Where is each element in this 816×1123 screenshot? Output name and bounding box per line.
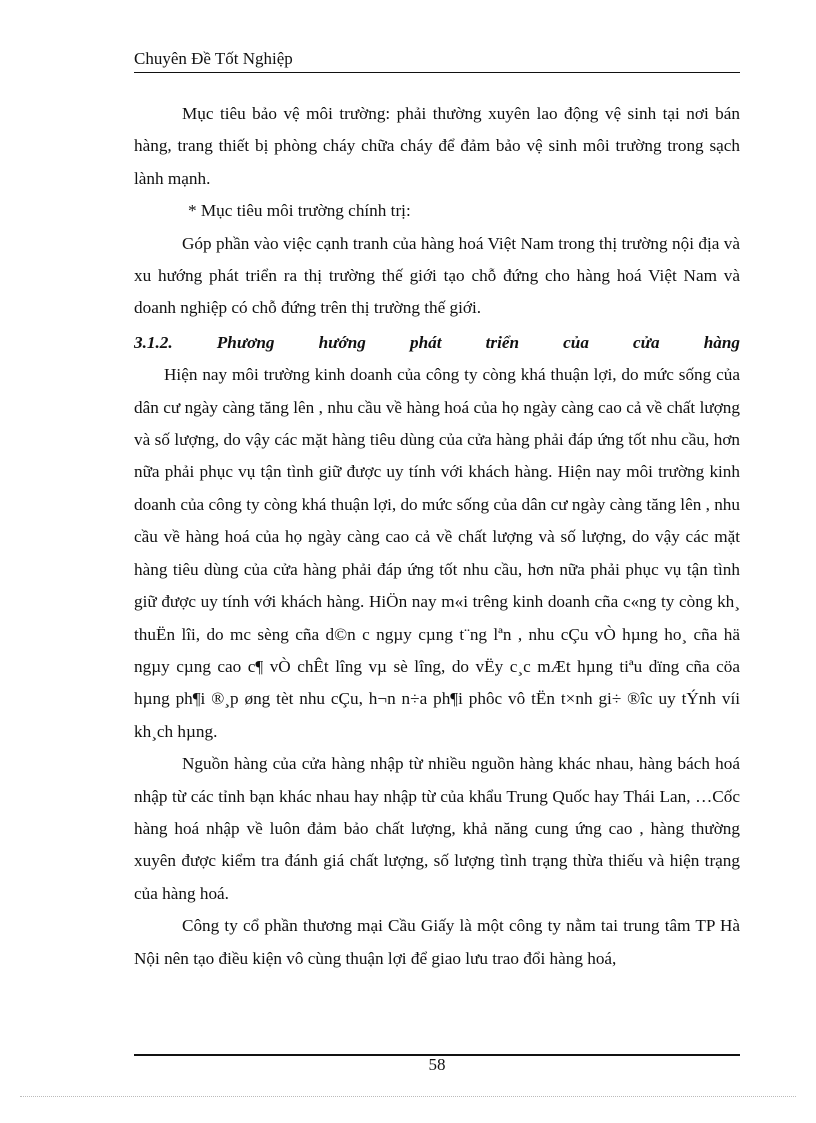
paragraph-political-goal-heading: * Mục tiêu môi trường chính trị: <box>188 201 411 221</box>
section-number: 3.1.2. <box>134 332 173 352</box>
page-header <box>134 48 740 73</box>
header-title: Chuyên Đề Tốt Nghiệp <box>134 49 293 68</box>
paragraph-competition: Góp phần vào việc cạnh tranh của hàng hoá Việt Nam trong thị trường nội địa và xu hướng phát triển ra thị trường thế giới tạo chỗ đứng cho hàng hoá Việt Nam và doanh nghiệp có chỗ đứng trên thị trường thế giới. <box>134 233 740 318</box>
section-word: của <box>563 332 589 352</box>
section-word: hàng <box>703 332 740 352</box>
paragraph-supply-sources: Nguồn hàng của cửa hàng nhập từ nhiều nguồn hàng khác nhau, hàng bách hoá nhập từ các tỉnh bạn khác nhau hay nhập từ của khẩu Trung Quốc hay Thái Lan, …Cốc hàng hoá nhập về luôn đảm bảo chất lượng, khả năng cung ứng cao , hàng thường xuyên được kiểm tra đánh giá chất lượng, số lượng tình trạng thừa thiếu và hiện trạng của hàng hoá. <box>134 754 740 903</box>
section-word: phát <box>409 332 442 352</box>
section-word: Phương <box>216 332 275 352</box>
page-number: 58 <box>428 1055 446 1074</box>
section-word: cửa <box>633 332 660 352</box>
paragraph-environment-goal: Mục tiêu bảo vệ môi trường: phải thường xuyên lao động vệ sinh tại nơi bán hàng, trang thiết bị phòng cháy chữa cháy để đảm bảo vệ sinh môi trường trong sạch lành mạnh. <box>134 104 740 188</box>
paragraph-company-location: Công ty cổ phần thương mại Cầu Giấy là một công ty nằm tai trung tâm TP Hà Nội nên tạo điều kiện vô cùng thuận lợi để giao lưu trao đổi hàng hoá, <box>134 916 740 968</box>
page-bottom-divider <box>20 1096 796 1097</box>
section-heading <box>134 327 740 359</box>
paragraph-business-environment: Hiện nay môi trường kinh doanh của công ty còng khá thuận lợi, do mức sống của dân cư ngày càng tăng lên , nhu cầu về hàng hoá của họ ngày càng cao cả về chất lượng và số lượng, do vậy các mặt hàng tiêu dùng của cửa hàng phải đáp ứng tốt nhu cầu, hơn nữa phải phục vụ tận tình giữ được uy tính với khách hàng. Hiện nay môi trường kinh doanh của công ty còng khá thuận lợi, do mức sống của dân cư ngày càng tăng lên , nhu cầu về hàng hoá của họ ngày càng cao cả về chất lượng và số lượng, do vậy các mặt hàng tiêu dùng của cửa hàng phải đáp ứng tốt nhu cầu, hơn nữa phải phục vụ tận tình giữ được uy tính với khách hàng. HiÖn nay m«i trêng kinh doanh cña c«ng ty còng kh¸ thuËn lîi, do mc sèng cña d©n c ngµy cµng t¨ng lªn , nhu cÇu vÒ hµng ho¸ cña hä ngµy cµng cao c¶ vÒ chÊt lîng vµ sè lîng, do vËy c¸c mÆt hµng tiªu dïng cña cöa hµng ph¶i ®¸p øng tèt nhu cÇu, h¬n n÷a ph¶i phôc vô tËn t×nh gi÷ ®îc uy tÝnh víi kh¸ch hµng. <box>134 365 740 741</box>
section-word: hướng <box>318 332 366 352</box>
document-body <box>134 98 740 975</box>
section-word: triển <box>485 332 520 352</box>
